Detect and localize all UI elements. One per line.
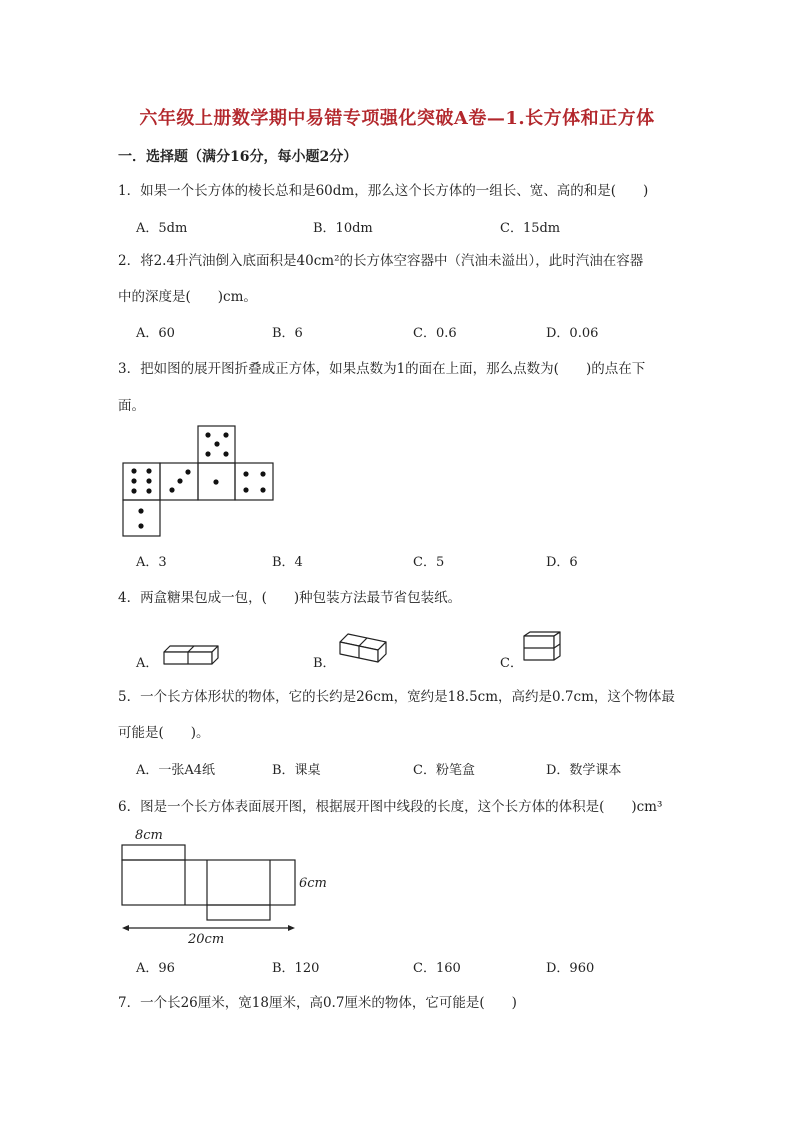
net-top-face [122,845,185,860]
net-face-6 [123,463,160,500]
section-heading: 一．选择题（满分16分，每小题2分） [118,149,358,165]
cube-net-figure [120,424,280,539]
q6-option-a: A．96 [136,961,175,976]
net-face-2 [123,500,160,536]
q4-option-c: C． [500,656,523,671]
label-20cm: 20cm [188,932,225,947]
q2-option-a: A．60 [136,326,175,341]
question-7-stem: 7．一个长26厘米，宽18厘米，高0.7厘米的物体，它可能是( ) [118,995,517,1011]
question-6-stem: 6．图是一个长方体表面展开图，根据展开图中线段的长度，这个长方体的体积是( )cm³ [118,799,663,815]
q5-option-d: D．数学课本 [546,763,622,778]
q6-option-b: B．120 [272,961,320,976]
label-6cm: 6cm [299,876,327,891]
q4-option-a: A． [136,656,159,671]
q4-option-b: B． [313,656,336,671]
net-bottom-face [207,905,270,920]
q3-option-b: B．4 [272,555,303,570]
net-side-faces [122,860,295,905]
question-3-stem-line1: 3．把如图的展开图折叠成正方体，如果点数为1的面在上面，那么点数为( )的点在下 [118,361,646,377]
question-5-stem-line2: 可能是( )。 [118,725,210,741]
q6-option-c: C．160 [413,961,461,976]
net-face-4 [235,463,273,500]
q1-option-c: C．15dm [500,221,561,236]
question-1-stem: 1．如果一个长方体的棱长总和是60dm，那么这个长方体的一组长、宽、高的和是( ) [118,183,649,199]
q3-option-c: C．5 [413,555,445,570]
q5-option-c: C．粉笔盒 [413,763,475,778]
package-side-by-side-figure [162,644,220,666]
q1-option-a: A．5dm [136,221,188,236]
question-3-stem-line2: 面。 [118,398,145,414]
q3-option-d: D．6 [546,555,578,570]
q2-option-b: B．6 [272,326,303,341]
label-8cm: 8cm [135,828,163,843]
q3-option-a: A．3 [136,555,167,570]
q2-option-d: D．0.06 [546,326,599,341]
page-title: 六年级上册数学期中易错专项强化突破A卷—1.长方体和正方体 [139,108,655,129]
box-net-figure [118,824,338,948]
question-2-stem-line1: 2．将2.4升汽油倒入底面积是40cm²的长方体空容器中（汽油未溢出），此时汽油在容器 [118,253,644,269]
q5-option-b: B．课桌 [272,763,321,778]
q6-option-d: D．960 [546,961,595,976]
question-4-stem: 4．两盒糖果包成一包，( )种包装方法最节省包装纸。 [118,590,462,606]
question-2-stem-line2: 中的深度是( )cm。 [118,289,257,305]
question-5-stem-line1: 5．一个长方体形状的物体，它的长约是26cm，宽约是18.5cm，高约是0.7cm，这个物体最 [118,689,675,705]
package-vertical-stack-figure [522,630,562,664]
package-flat-stack-figure [338,632,390,666]
q1-option-b: B．10dm [313,221,373,236]
q2-option-c: C．0.6 [413,326,457,341]
q5-option-a: A．一张A4纸 [136,763,216,778]
